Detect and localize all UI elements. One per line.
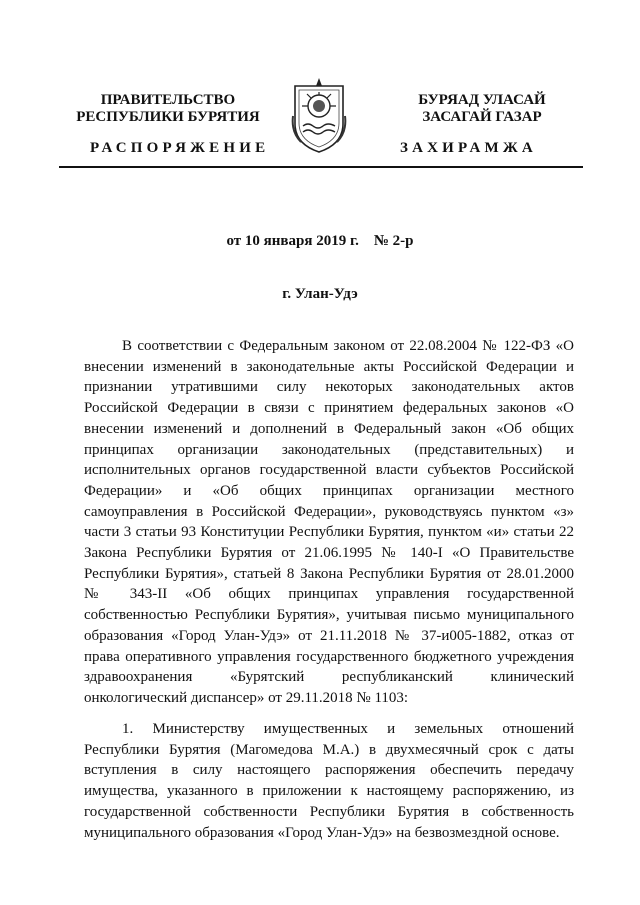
header-left-title [58,92,278,126]
document-date-number: от 10 января 2019 г. № 2-р [226,233,414,249]
paragraph-preamble: В соответствии с Федеральным законом от 22.08.2004 № 122-ФЗ «О внесении изменений в законодательные акты Российской Федерации и признании утратившими силу некоторых законодательных актов Российской Федерации в связи с принятием федеральных законов «О внесении изменений и дополнений в Федеральный закон «Об общих принципах организации законодательных (представительных) и исполнительных органов государственной власти субъектов Российской Федерации» и «Об общих принципах организации местного самоуправления в Российской Федерации», руководствуясь пунктом «з» части 3 статьи 93 Конституции Республики Бурятия, пунктом «и» статьи 22 Закона Республики Бурятия от 21.06.1995 № 140-I «О Правительстве Республики Бурятия», статьей 8 Закона Республики Бурятия от 28.01.2000 № 343-II «Об общих принципах управления государственной собственностью Республики Бурятия», учитывая письмо муниципального образования «Город Улан-Удэ» от 21.11.2018 № 37-и005-1882, отказ от права оперативного управления государственного бюджетного учреждения здравоохранения «Бурятский республиканский клинический онкологический диспансер» от 29.11.2018 № 1103: [84,338,574,706]
header-divider [59,166,583,168]
decree-type-russian: РАСПОРЯЖЕНИЕ [90,140,270,156]
header-left-line-1: ПРАВИТЕЛЬСТВО [100,92,236,108]
paragraph-item-1: 1. Министерству имущественных и земельных отношений Республики Бурятия (Магомедова М.А.) в двухмесячный срок с даты вступления в силу настоящего распоряжения обеспечить передачу имущества, указанного в приложении к настоящему распоряжению, из государственной собственности Республики Бурятия в собственность муниципального образования «Город Улан-Удэ» на безвозмездной основе. [84,721,574,841]
header-right-line-2: ЗАСАГАЙ ГАЗАР [422,109,542,125]
header-right-title [372,92,592,126]
header-right-line-1: БУРЯАД УЛАСАЙ [418,92,546,108]
decree-type-buryat: ЗАХИРАМЖА [400,140,537,156]
header-left-line-2: РЕСПУБЛИКИ БУРЯТИЯ [76,109,260,125]
document-city: г. Улан-Удэ [282,286,358,302]
coat-of-arms-emblem-icon [291,76,347,154]
